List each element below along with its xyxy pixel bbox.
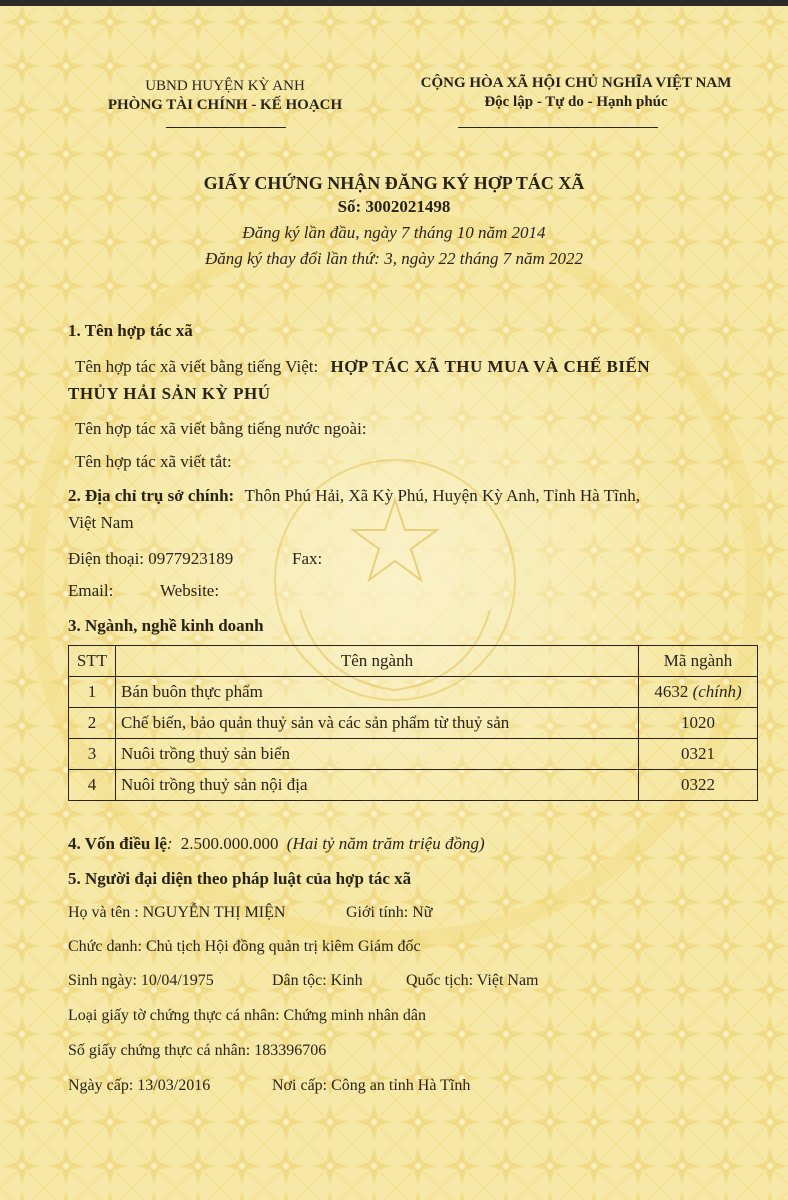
row-name: Nuôi trồng thuỷ sản nội địa (116, 770, 639, 801)
row-code-note: (chính) (692, 682, 742, 701)
authority-department: PHÒNG TÀI CHÍNH - KẾ HOẠCH (107, 97, 343, 113)
row-name: Nuôi trồng thuỷ sản biển (116, 739, 639, 770)
coop-vn-name-label: Tên hợp tác xã viết bằng tiếng Việt: (75, 357, 319, 376)
change-registration-date: Đăng ký thay đổi lần thứ: 3, ngày 22 tháng 7 năm 2022 (204, 249, 584, 268)
rep-gender: Giới tính: Nữ (346, 904, 433, 921)
capital-amount: 2.500.000.000 (180, 834, 279, 853)
rep-id-number: Số giấy chứng thực cá nhân: 183396706 (68, 1042, 327, 1059)
motto-underline (458, 127, 658, 128)
section-4-heading: 4. Vốn điều lệ (68, 834, 167, 853)
rep-issue-date: Ngày cấp: 13/03/2016 (68, 1077, 211, 1094)
rep-title: Chức danh: Chủ tịch Hội đồng quản trị kiêm Giám đốc (68, 938, 421, 955)
row-stt: 3 (69, 739, 116, 770)
coop-foreign-name-label: Tên hợp tác xã viết bằng tiếng nước ngoài: (75, 419, 367, 438)
authority-district: UBND HUYỆN KỲ ANH (145, 78, 305, 94)
rep-dob: Sinh ngày: 10/04/1975 (68, 972, 214, 989)
address-line (68, 486, 773, 506)
row-code: 1020 (639, 708, 758, 739)
col-name: Tên ngành (116, 646, 639, 677)
rep-nationality: Quốc tịch: Việt Nam (406, 972, 539, 989)
rep-name: Họ và tên : NGUYỄN THỊ MIỆN (68, 904, 286, 921)
issuing-authority (95, 78, 355, 114)
row-code: 0321 (639, 739, 758, 770)
capital-colon: : (166, 834, 173, 853)
col-code: Mã ngành (639, 646, 758, 677)
phone: Điện thoại: 0977923189 (68, 549, 234, 568)
address-value-1: Thôn Phú Hải, Xã Kỳ Phú, Huyện Kỳ Anh, Tỉnh Hà Tĩnh, (244, 486, 641, 505)
rep-ethnic: Dân tộc: Kinh (272, 972, 363, 989)
authority-underline (166, 127, 286, 128)
table-row (69, 770, 758, 801)
national-heading (380, 75, 772, 111)
charter-capital-line (68, 834, 485, 854)
section-5-heading: 5. Người đại diện theo pháp luật của hợp tác xã (68, 869, 412, 888)
row-code: 4632 (654, 682, 689, 701)
coop-vn-name-line (75, 357, 775, 377)
fax: Fax: (292, 549, 323, 568)
row-stt: 2 (69, 708, 116, 739)
table-row (69, 739, 758, 770)
certificate-title-block (0, 173, 788, 269)
row-code: 0322 (639, 770, 758, 801)
table-row (69, 677, 758, 708)
capital-in-words: (Hai tỷ năm trăm triệu đồng) (286, 834, 485, 853)
website: Website: (160, 581, 220, 600)
rep-id-type: Loại giấy tờ chứng thực cá nhân: Chứng minh nhân dân (68, 1007, 426, 1024)
section-1-heading: 1. Tên hợp tác xã (68, 321, 193, 340)
section-3-heading: 3. Ngành, nghề kinh doanh (68, 616, 264, 635)
rep-issue-place: Nơi cấp: Công an tỉnh Hà Tĩnh (272, 1077, 471, 1094)
scan-top-edge (0, 0, 788, 6)
address-value-2: Việt Nam (68, 513, 134, 532)
coop-vn-name-value-1: HỢP TÁC XÃ THU MUA VÀ CHẾ BIẾN (330, 357, 651, 376)
row-stt: 4 (69, 770, 116, 801)
certificate-number: Số: 3002021498 (337, 197, 451, 216)
email: Email: (68, 581, 114, 600)
col-stt: STT (69, 646, 116, 677)
section-2-heading: 2. Địa chỉ trụ sở chính: (68, 486, 235, 505)
certificate-title: GIẤY CHỨNG NHẬN ĐĂNG KÝ HỢP TÁC XÃ (203, 173, 585, 193)
table-header-row (69, 646, 758, 677)
coop-short-name-label: Tên hợp tác xã viết tắt: (75, 452, 232, 471)
row-code-cell (639, 677, 758, 708)
business-lines-table (68, 645, 758, 801)
row-name: Chế biến, bảo quản thuỷ sản và các sản phẩm từ thuỷ sản (116, 708, 639, 739)
first-registration-date: Đăng ký lần đầu, ngày 7 tháng 10 năm 2014 (242, 223, 546, 242)
national-motto: Độc lập - Tự do - Hạnh phúc (484, 94, 668, 110)
coop-vn-name-value-2: THỦY HẢI SẢN KỲ PHÚ (68, 384, 271, 403)
row-name: Bán buôn thực phẩm (116, 677, 639, 708)
table-row (69, 708, 758, 739)
national-name: CỘNG HÒA XÃ HỘI CHỦ NGHĨA VIỆT NAM (420, 75, 732, 91)
row-stt: 1 (69, 677, 116, 708)
